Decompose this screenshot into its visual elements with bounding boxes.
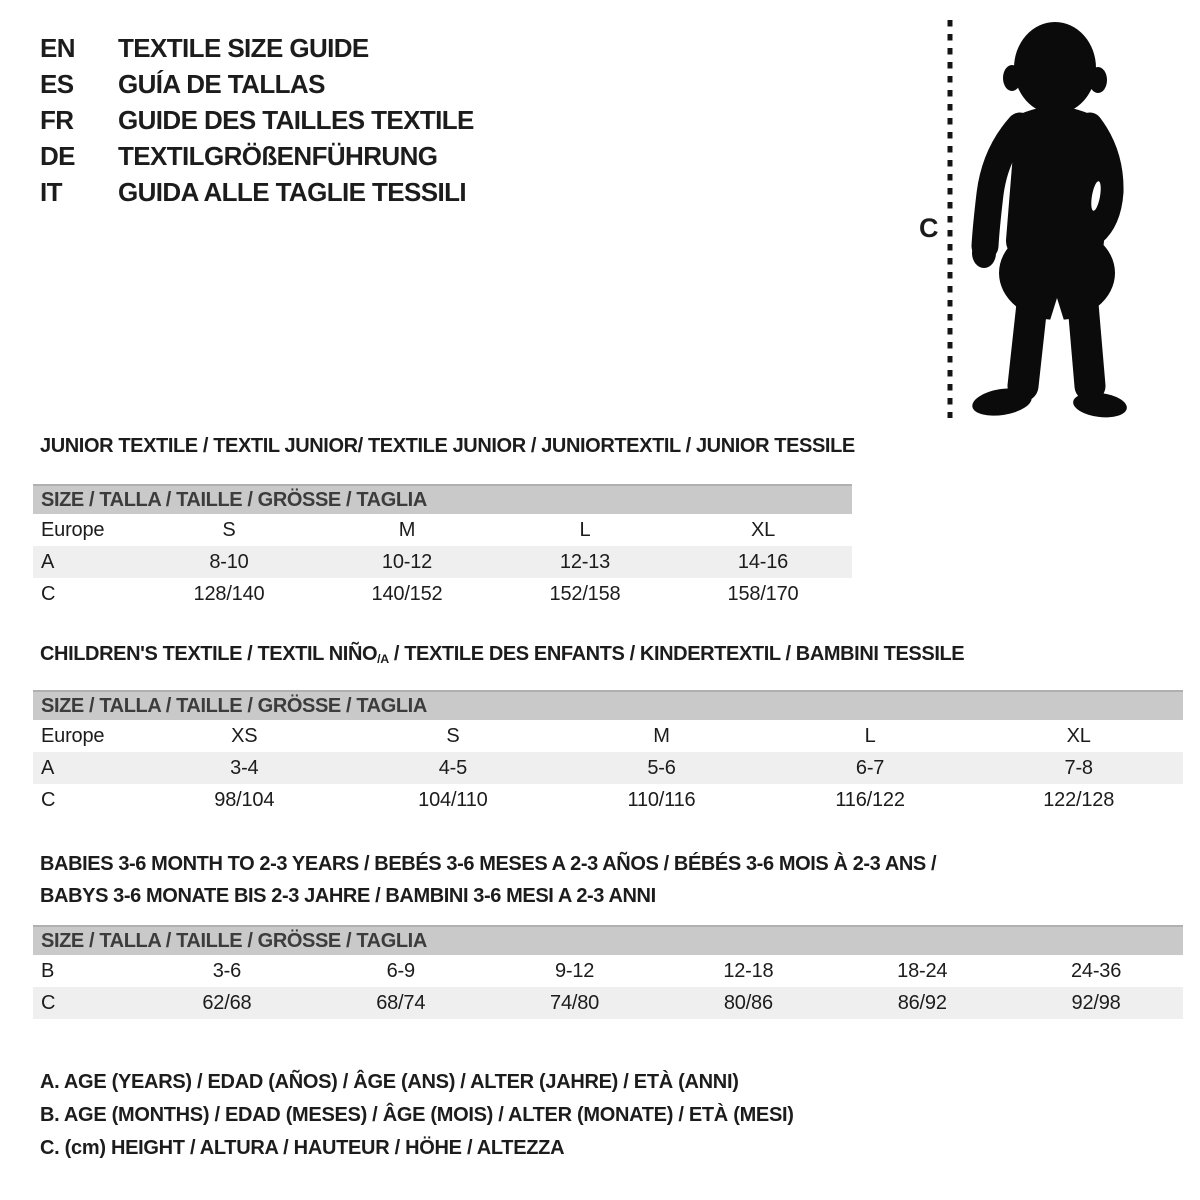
junior-section-heading: JUNIOR TEXTILE / TEXTIL JUNIOR/ TEXTILE JUNIOR / JUNIORTEXTIL / JUNIOR TESSILE <box>40 435 855 457</box>
table-cell: 68/74 <box>376 991 426 1014</box>
children-heading-suffix: /A <box>377 652 389 667</box>
table-cell: 104/110 <box>418 788 488 811</box>
table-cell: XL <box>1066 724 1091 747</box>
table-cell: Europe <box>41 724 105 747</box>
babies-size-table <box>33 925 1183 1019</box>
table-row <box>33 720 1183 752</box>
table-row <box>33 987 1183 1019</box>
babies-section-heading <box>40 848 936 912</box>
table-cell: 116/122 <box>835 788 905 811</box>
table-cell: 4-5 <box>438 756 468 779</box>
table-cell: 86/92 <box>897 991 947 1014</box>
table-cell: 152/158 <box>549 582 621 605</box>
table-row <box>33 546 852 578</box>
table-cell: S <box>446 724 460 747</box>
silhouette-head <box>1014 22 1096 114</box>
table-row <box>33 784 1183 816</box>
table-cell: 10-12 <box>381 550 433 573</box>
table-cell: 14-16 <box>737 550 789 573</box>
babies-heading-line-1: BABIES 3-6 MONTH TO 2-3 YEARS / BEBÉS 3-6 MESES A 2-3 AÑOS / BÉBÉS 3-6 MOIS À 2-3 ANS / <box>40 853 937 875</box>
legend-line-c: C. (cm) HEIGHT / ALTURA / HAUTEUR / HÖHE / ALTEZZA <box>40 1137 565 1159</box>
table-cell: 140/152 <box>371 582 443 605</box>
language-title: GUÍA DE TALLAS <box>118 68 325 99</box>
table-cell: 6-7 <box>855 756 885 779</box>
language-code: DE <box>40 140 75 171</box>
language-row <box>40 138 474 174</box>
table-cell: 7-8 <box>1064 756 1093 779</box>
table-cell: 80/86 <box>723 991 773 1014</box>
table-cell: 6-9 <box>386 959 415 982</box>
silhouette-leg-right <box>1083 304 1090 386</box>
table-cell: C <box>41 582 56 605</box>
table-row <box>33 578 852 610</box>
silhouette-ear-left <box>1003 65 1021 91</box>
language-code: IT <box>40 176 62 207</box>
table-cell: M <box>653 724 670 747</box>
children-heading-text: / TEXTILE DES ENFANTS / KINDERTEXTIL / BAMBINI TESSILE <box>388 643 965 665</box>
table-cell: S <box>222 518 236 541</box>
table-cell: L <box>864 724 876 747</box>
table-cell: XS <box>231 724 258 747</box>
silhouette-hand-left <box>972 238 996 268</box>
toddler-figure <box>905 12 1165 424</box>
silhouette-ear-right <box>1089 67 1107 93</box>
language-title: GUIDA ALLE TAGLIE TESSILI <box>118 176 467 207</box>
table-row <box>33 514 852 546</box>
children-heading-text: CHILDREN'S TEXTILE / TEXTIL NIÑO <box>40 643 378 665</box>
toddler-silhouette-icon <box>905 12 1165 424</box>
language-row <box>40 174 474 210</box>
size-table-header: SIZE / TALLA / TAILLE / GRÖSSE / TAGLIA <box>33 925 1183 955</box>
legend-line-a: A. AGE (YEARS) / EDAD (AÑOS) / ÂGE (ANS) / ALTER (JAHRE) / ETÀ (ANNI) <box>40 1071 739 1093</box>
silhouette-leg-left <box>1023 304 1032 386</box>
language-row <box>40 66 474 102</box>
table-cell: 8-10 <box>209 550 249 573</box>
table-cell: 12-18 <box>723 959 774 982</box>
language-row <box>40 30 474 66</box>
legend-line-b: B. AGE (MONTHS) / EDAD (MESES) / ÂGE (MOIS) / ALTER (MONATE) / ETÀ (MESI) <box>40 1104 794 1126</box>
table-cell: 128/140 <box>193 582 265 605</box>
language-title: GUIDE DES TAILLES TEXTILE <box>118 104 474 135</box>
table-cell: 5-6 <box>647 756 676 779</box>
table-cell: 92/98 <box>1071 991 1121 1014</box>
language-title: TEXTILGRÖßENFÜHRUNG <box>118 140 438 171</box>
toddler-silhouette-shapes <box>970 22 1128 420</box>
table-cell: 122/128 <box>1043 788 1115 811</box>
language-row <box>40 102 474 138</box>
table-cell: 158/170 <box>727 582 799 605</box>
children-section-heading <box>40 643 964 666</box>
table-cell: 62/68 <box>202 991 252 1014</box>
table-cell: 110/116 <box>627 788 696 811</box>
children-size-table <box>33 690 1183 816</box>
table-cell: C <box>41 788 56 811</box>
height-measure-label: C <box>919 213 938 243</box>
language-title: TEXTILE SIZE GUIDE <box>118 32 369 63</box>
table-cell: 3-6 <box>212 959 242 982</box>
table-row <box>33 955 1183 987</box>
language-list <box>40 30 474 210</box>
table-cell: M <box>398 518 416 541</box>
junior-size-table <box>33 484 852 610</box>
table-cell: 98/104 <box>214 788 275 811</box>
language-code: FR <box>40 104 74 135</box>
table-cell: A <box>41 550 55 573</box>
table-cell: A <box>41 756 55 779</box>
table-cell: 18-24 <box>897 959 948 982</box>
table-cell: 12-13 <box>559 550 611 573</box>
table-cell: 24-36 <box>1070 959 1122 982</box>
table-cell: Europe <box>41 518 105 541</box>
table-cell: 9-12 <box>554 959 595 982</box>
measure-legend <box>40 1066 794 1165</box>
table-cell: 74/80 <box>550 991 600 1014</box>
language-code: EN <box>40 32 75 63</box>
table-cell: 3-4 <box>230 756 259 779</box>
table-cell: L <box>579 518 591 541</box>
table-cell: C <box>41 991 56 1014</box>
size-table-header: SIZE / TALLA / TAILLE / GRÖSSE / TAGLIA <box>33 690 1183 720</box>
table-cell: B <box>41 959 55 982</box>
babies-heading-line-2: BABYS 3-6 MONATE BIS 2-3 JAHRE / BAMBINI 3-6 MESI A 2-3 ANNI <box>40 885 656 907</box>
table-cell: XL <box>750 518 776 541</box>
size-table-header: SIZE / TALLA / TAILLE / GRÖSSE / TAGLIA <box>33 484 852 514</box>
table-row <box>33 752 1183 784</box>
language-code: ES <box>40 68 74 99</box>
